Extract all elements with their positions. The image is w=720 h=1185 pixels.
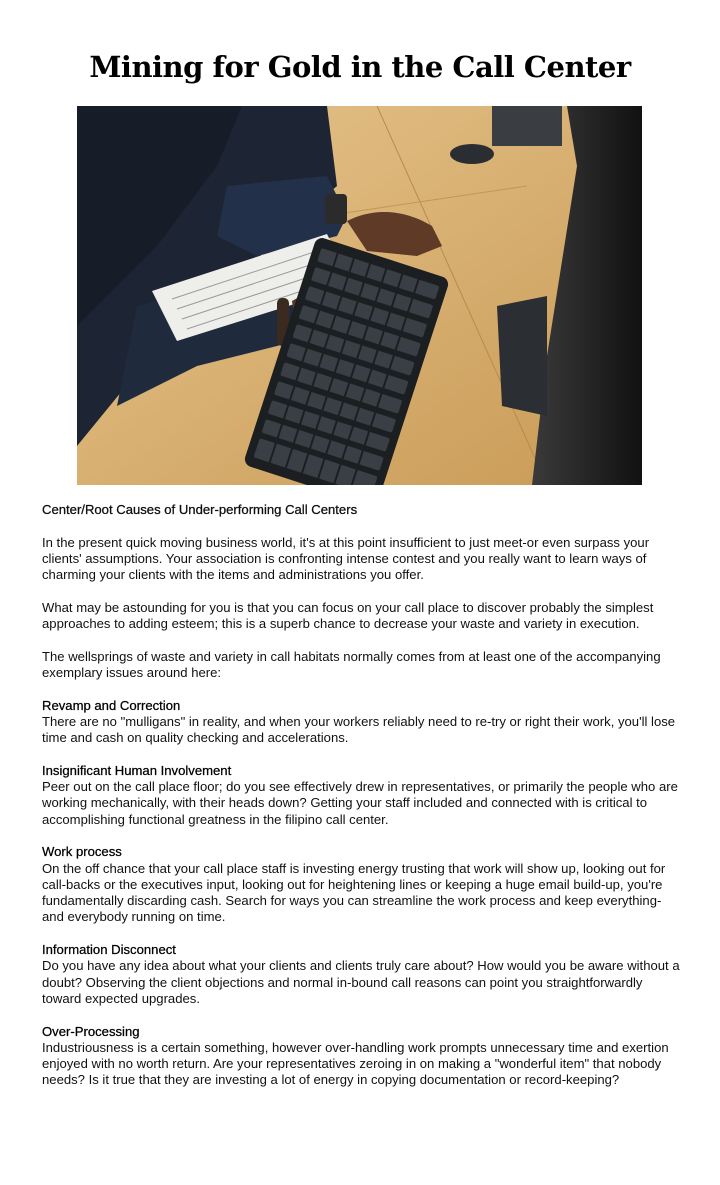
page-title: Mining for Gold in the Call Center xyxy=(89,50,631,84)
section-heading: Information Disconnect xyxy=(42,942,176,958)
intro-paragraph: The wellsprings of waste and variety in call habitats normally comes from at least one of the accompanying exemplary issues around here: xyxy=(42,648,661,680)
section-body: Do you have any idea about what your clients and clients truly care about? How would you be aware without a doubt? Observing the client objections and normal in-bound call reasons can point you straightforwardly toward expected upgrades. xyxy=(42,958,680,1006)
section-revamp xyxy=(42,698,682,747)
intro-heading: Center/Root Causes of Under-performing Call Centers xyxy=(42,502,358,517)
hero-photo xyxy=(77,106,642,485)
section-information-disconnect xyxy=(42,942,682,1007)
intro-paragraph: What may be astounding for you is that you can focus on your call place to discover probably the simplest approaches to adding esteem; this is a superb chance to decrease your waste and variety in execution. xyxy=(42,599,654,632)
section-body: Peer out on the call place floor; do you see effectively drew in representatives, or primarily the people who are working mechanically, with their heads down? Getting your staff included and connected with is critical to accomplishing functional greatness in the filipino call center. xyxy=(42,779,678,827)
section-heading: Work process xyxy=(42,844,122,860)
article-body xyxy=(42,502,682,1105)
keyboard-desk-illustration xyxy=(77,106,642,485)
section-work-process xyxy=(42,844,682,925)
section-body: On the off chance that your call place staff is investing energy trusting that work will show up, looking out for call-backs or the executives input, looking out for heightening lines or keeping a huge email build-up, you're fundamentally discarding cash. Search for ways you can streamline the work process and keep everything-and everybody running on time. xyxy=(42,860,666,925)
section-over-processing xyxy=(42,1024,682,1089)
section-body: Industriousness is a certain something, however over-handling work prompts unnecessary time and exertion enjoyed with no worth return. Are your representatives zeroing in on making a "wonderful item" that nobody needs? Is it true that they are investing a lot of energy in copying documentation or record-keeping? xyxy=(42,1039,669,1088)
section-body: There are no "mulligans" in reality, and when your workers reliably need to re-try or right their work, you'll lose time and cash on quality checking and accelerations. xyxy=(42,713,676,746)
section-human-involvement xyxy=(42,763,682,828)
intro-paragraph: In the present quick moving business world, it's at this point insufficient to just meet-or even surpass your clients' assumptions. Your association is confronting intense contest and you really want to learn ways of charming your clients with the items and administrations you offer. xyxy=(42,534,650,583)
section-heading: Revamp and Correction xyxy=(42,697,181,713)
section-heading: Insignificant Human Involvement xyxy=(42,762,232,778)
section-heading: Over-Processing xyxy=(42,1023,140,1039)
